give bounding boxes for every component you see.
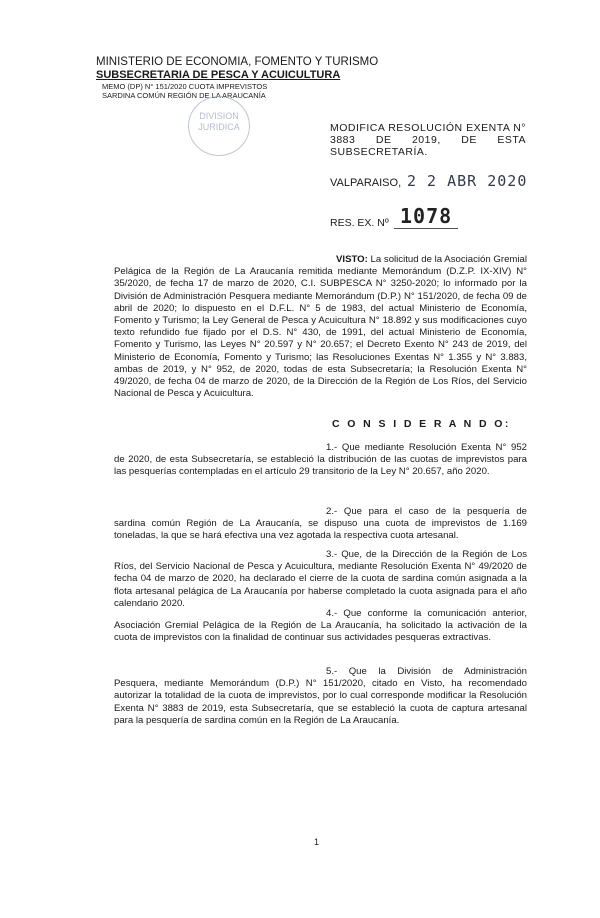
stamp-line-2: JURIDICA — [198, 122, 240, 132]
visto-label: VISTO: — [336, 254, 368, 265]
visto-text: La solicitud de la Asociación Gremial Pelágica de la Región de La Araucanía remitida mediante Memorándum (D.Z.P. IX-XIV) N° 35/2020, de fecha 17 de marzo de 2020, C.I. SUBPESCA N° 3250-2020; lo informado por la División de Administración Pesquera mediante Memorándum (D.P.) N° 151/2020, de fecha 09 de abril de 2020; lo dispuesto en el D.F.L. N° 5 de 1983, del actual Ministerio de Economía, Fomento y Turismo; la Ley General de Pesca y Acuicultura N° 18.892 y sus modificaciones cuyo texto refundido fue fijado por el D.S. N° 430, de 1991, del actual Ministerio de Economía, Fomento y Turismo, las Leyes N° 20.597 y N° 20.657; el Decreto Exento N° 243 de 2019, del Ministerio de Economía, Fomento y Turismo; las Resoluciones Exentas N° 1.355 y N° 3.883, ambas de 2019, y N° 952, de 2020, todas de esta Subsecretaría; la Resolución Exenta N° 49/2020, de fecha 04 de marzo de 2020, de la Dirección de la Región de Los Ríos, del Servicio Nacional de Pesca y Acuicultura. — [114, 254, 527, 400]
considerando-5: 5.- Que la División de Administración Pesquera, mediante Memorándum (D.P.) N° 151/2020, citado en Visto, ha recomendado autorizar la totalidad de la cuota de imprevistos, por lo cual corresponde modificar la Resolución Exenta N° 3883 de 2019, esta Subsecretaría, que se estableció la cuota de captura artesanal para la pesquería de sardina común en la Región de La Araucanía. — [114, 666, 527, 726]
memo-subject: SARDINA COMÚN REGIÓN DE LA ARAUCANÍA — [102, 91, 266, 100]
considerando-4: 4.- Que conforme la comunicación anterior, Asociación Gremial Pelágica de la Región de La Araucanía, ha solicitado la activación de la cuota de imprevistos con la finalidad de continuar sus actividades pesqueras extractivas. — [114, 608, 527, 644]
considerando-heading: C O N S I D E R A N D O: — [332, 418, 511, 430]
ministry-name: MINISTERIO DE ECONOMIA, FOMENTO Y TURISMO — [96, 56, 379, 68]
considerando-3: 3.- Que, de la Dirección de la Región de Los Ríos, del Servicio Nacional de Pesca y Acuicultura, mediante Resolución Exenta N° 49/2020 de fecha 04 de marzo de 2020, ha declarado el cierre de la cuota de sardina común asignada a la flota artesanal pelágica de La Araucanía por haberse completado la cuota asignada para el año calendario 2020. — [114, 549, 527, 609]
letterhead — [96, 56, 396, 100]
subsecretaria-name: SUBSECRETARIA DE PESCA Y ACUICULTURA — [96, 69, 341, 81]
considerando-1: 1.- Que mediante Resolución Exenta N° 952 de 2020, de esta Subsecretaría, se estableció la distribución de las cuotas de imprevistos para las pesquerías contempladas en el artículo 29 transitorio de la Ley N° 20.657, año 2020. — [114, 442, 527, 478]
memo-reference: MEMO (DP) N° 151/2020 CUOTA IMPREVISTOS — [102, 82, 268, 91]
resolution-subject: MODIFICA RESOLUCIÓN EXENTA N° 3883 DE 2019, DE ESTA SUBSECRETARÍA. — [330, 122, 526, 158]
page-number: 1 — [314, 837, 320, 847]
resolution-number-label: RES. EX. Nº — [330, 217, 389, 229]
division-juridica-stamp — [188, 96, 250, 156]
date-stamp: 2 2 ABR 2020 — [407, 172, 528, 190]
considerando-2: 2.- Que para el caso de la pesquería de sardina común Región de La Araucanía, se dispuso una cuota de imprevistos de 1.169 toneladas, la que se hará efectiva una vez agotada la respectiva cuota artesanal. — [114, 506, 527, 542]
resolution-number: 1078 — [394, 204, 458, 229]
place-label: VALPARAISO, — [330, 177, 402, 189]
stamp-line-1: DIVISION — [199, 111, 239, 121]
visto-paragraph — [114, 254, 527, 400]
